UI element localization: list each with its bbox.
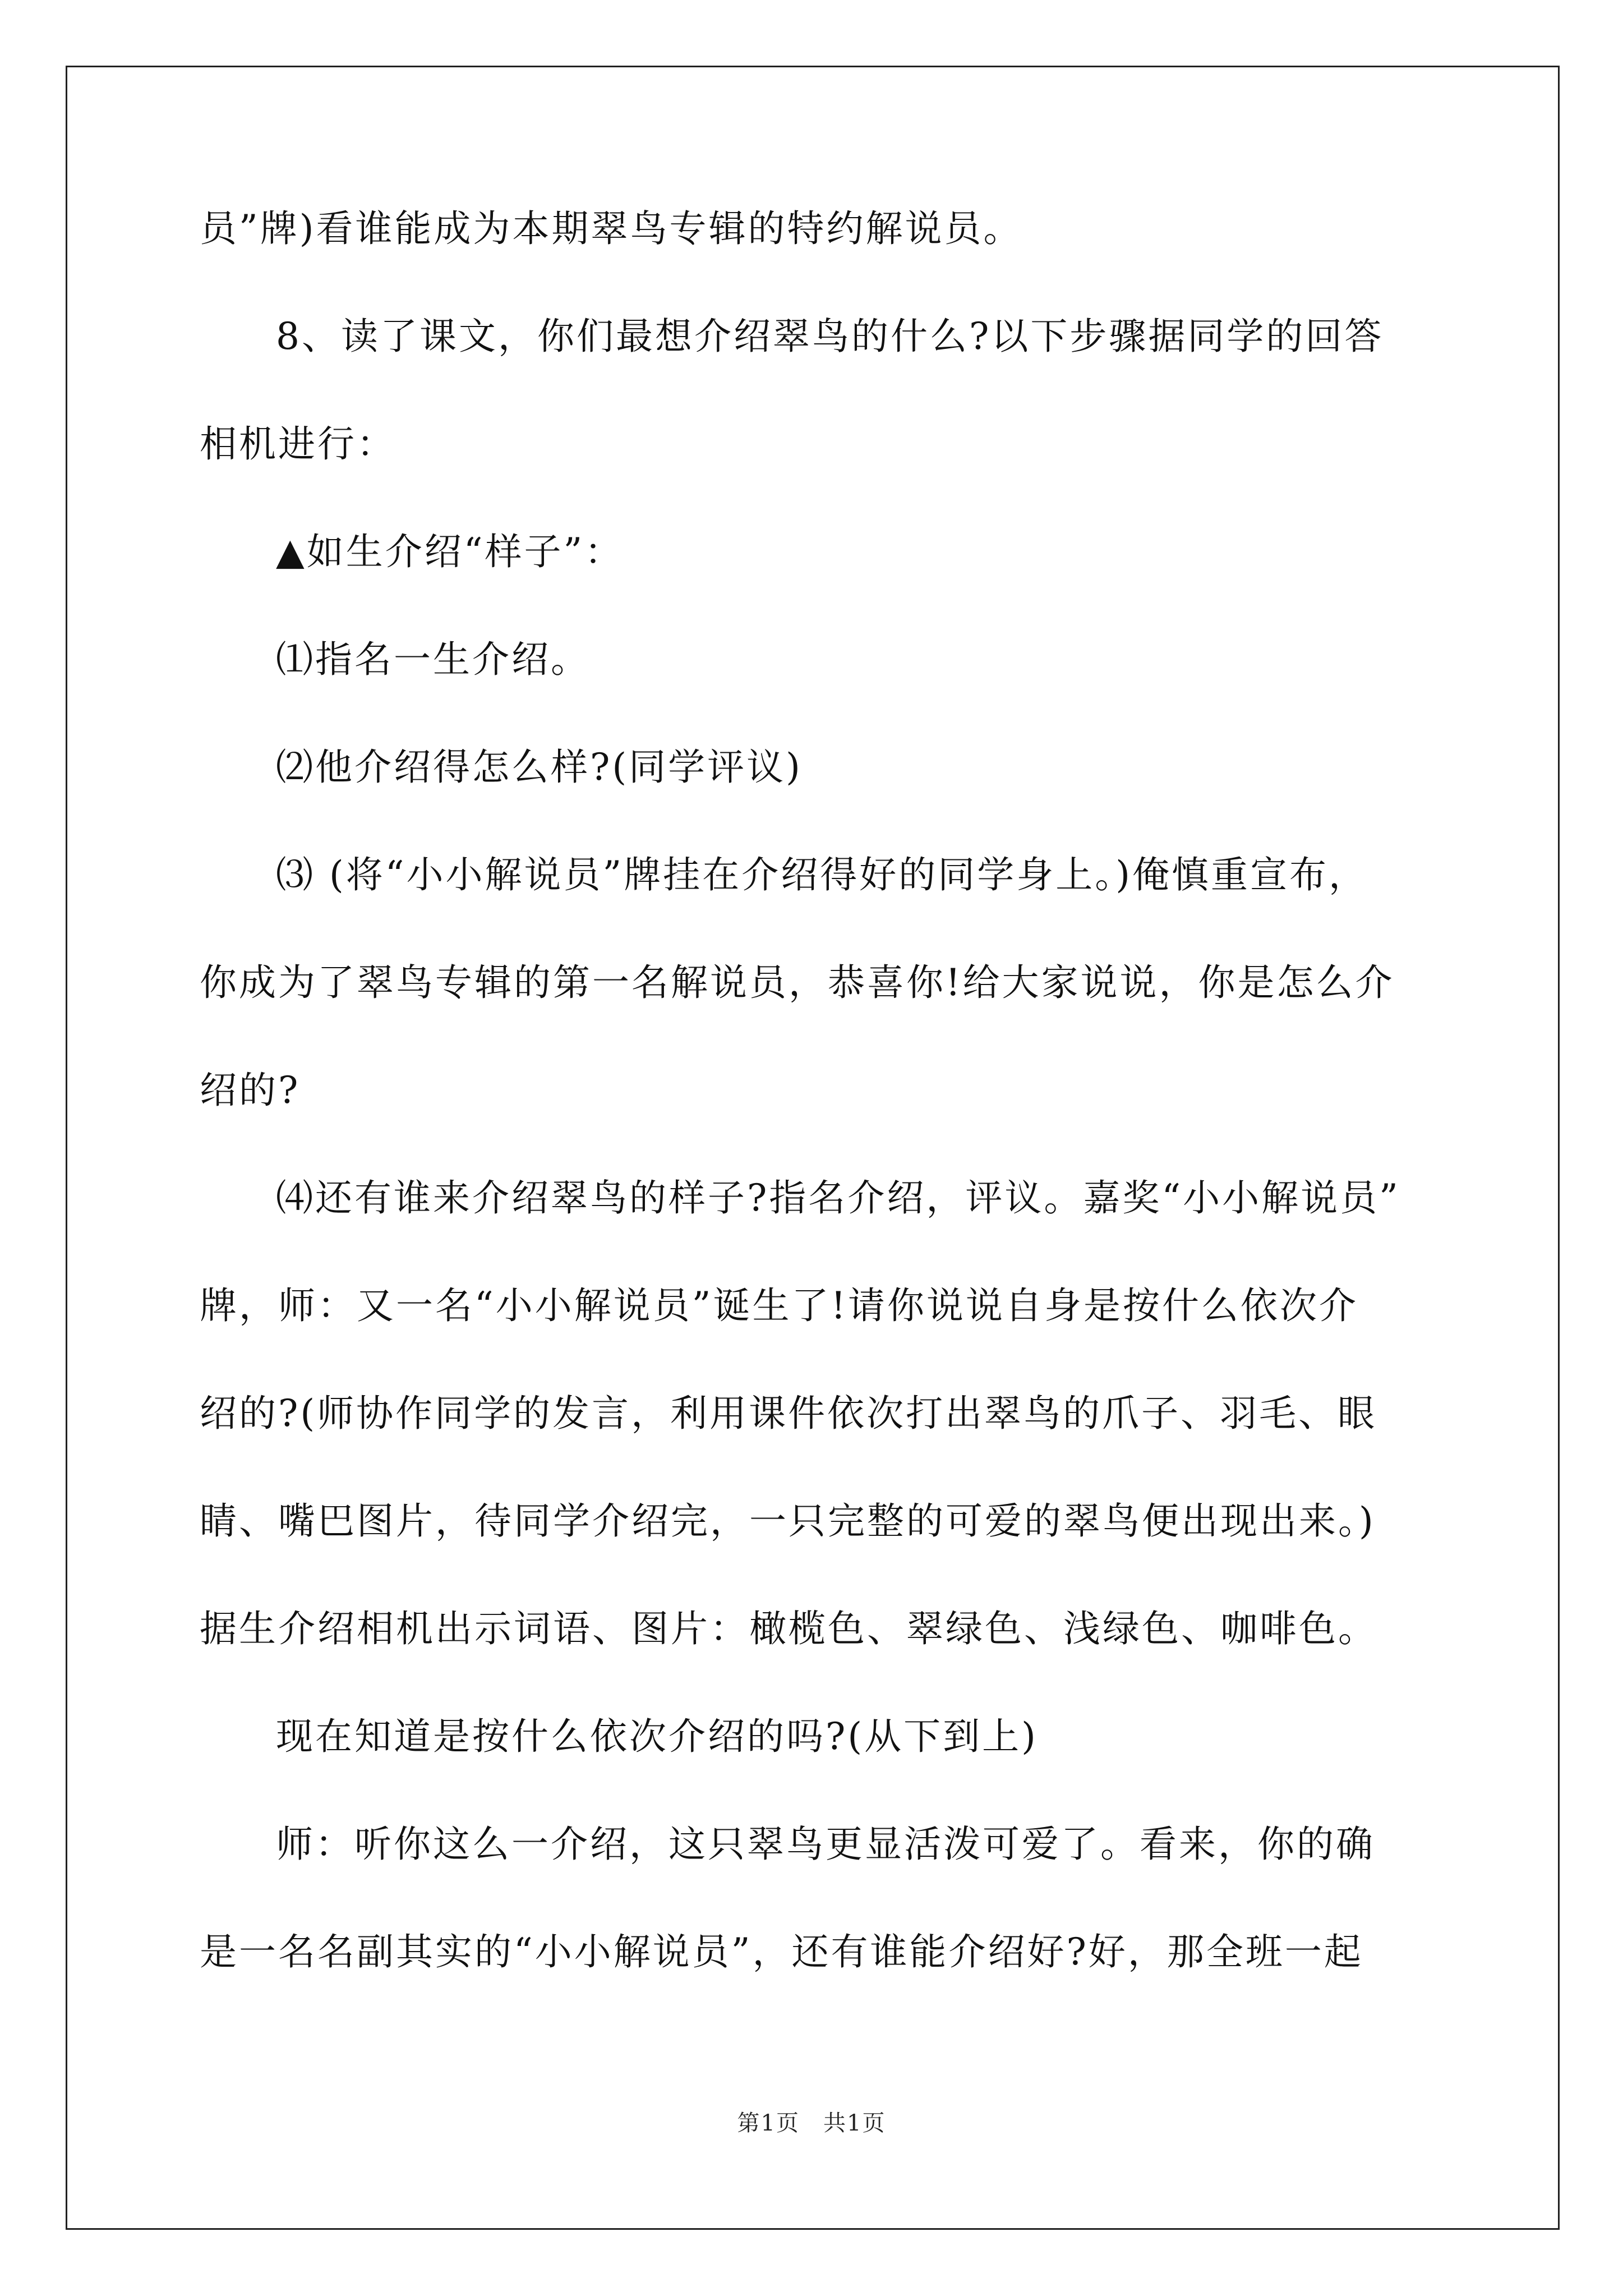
text-line: 牌，师：又一名“小小解说员”诞生了!请你说说自身是按什么依次介 [200, 1284, 1359, 1327]
text-line: ⑷还有谁来介绍翠鸟的样子?指名介绍，评议。嘉奖“小小解说员” [276, 1176, 1400, 1220]
text-line: 现在知道是按什么依次介绍的吗?(从下到上) [276, 1715, 1038, 1758]
text-line: 8、读了课文，你们最想介绍翠鸟的什么?以下步骤据同学的回答 [276, 315, 1384, 358]
text-line: 据生介绍相机出示词语、图片：橄榄色、翠绿色、浅绿色、咖啡色。 [200, 1607, 1377, 1650]
page-footer: 第1页 共1页 [737, 2110, 886, 2136]
text-line: 绍的?(师协作同学的发言，利用课件依次打出翠鸟的爪子、羽毛、眼 [200, 1392, 1377, 1435]
text-line: ⑶ (将“小小解说员”牌挂在介绍得好的同学身上。)俺慎重宣布， [276, 853, 1368, 896]
document-body [200, 202, 1428, 1979]
text-line: ⑴指名一生介绍。 [276, 638, 590, 681]
text-line: 相机进行： [200, 422, 396, 466]
text-line: 你成为了翠鸟专辑的第一名解说员，恭喜你!给大家说说，你是怎么介 [200, 961, 1395, 1004]
text-line: 员”牌)看谁能成为本期翠鸟专辑的特约解说员。 [200, 207, 1023, 250]
text-line: ▲如生介绍“样子”： [276, 530, 624, 573]
text-line: 是一名名副其实的“小小解说员”，还有谁能介绍好?好，那全班一起 [200, 1930, 1363, 1973]
text-line: 绍的? [200, 1069, 301, 1112]
text-line: ⑵他介绍得怎么样?(同学评议) [276, 746, 803, 789]
text-line: 师：听你这么一介绍，这只翠鸟更显活泼可爱了。看来，你的确 [276, 1823, 1375, 1866]
text-line: 睛、嘴巴图片，待同学介绍完，一只完整的可爱的翠鸟便出现出来。) [200, 1499, 1376, 1543]
